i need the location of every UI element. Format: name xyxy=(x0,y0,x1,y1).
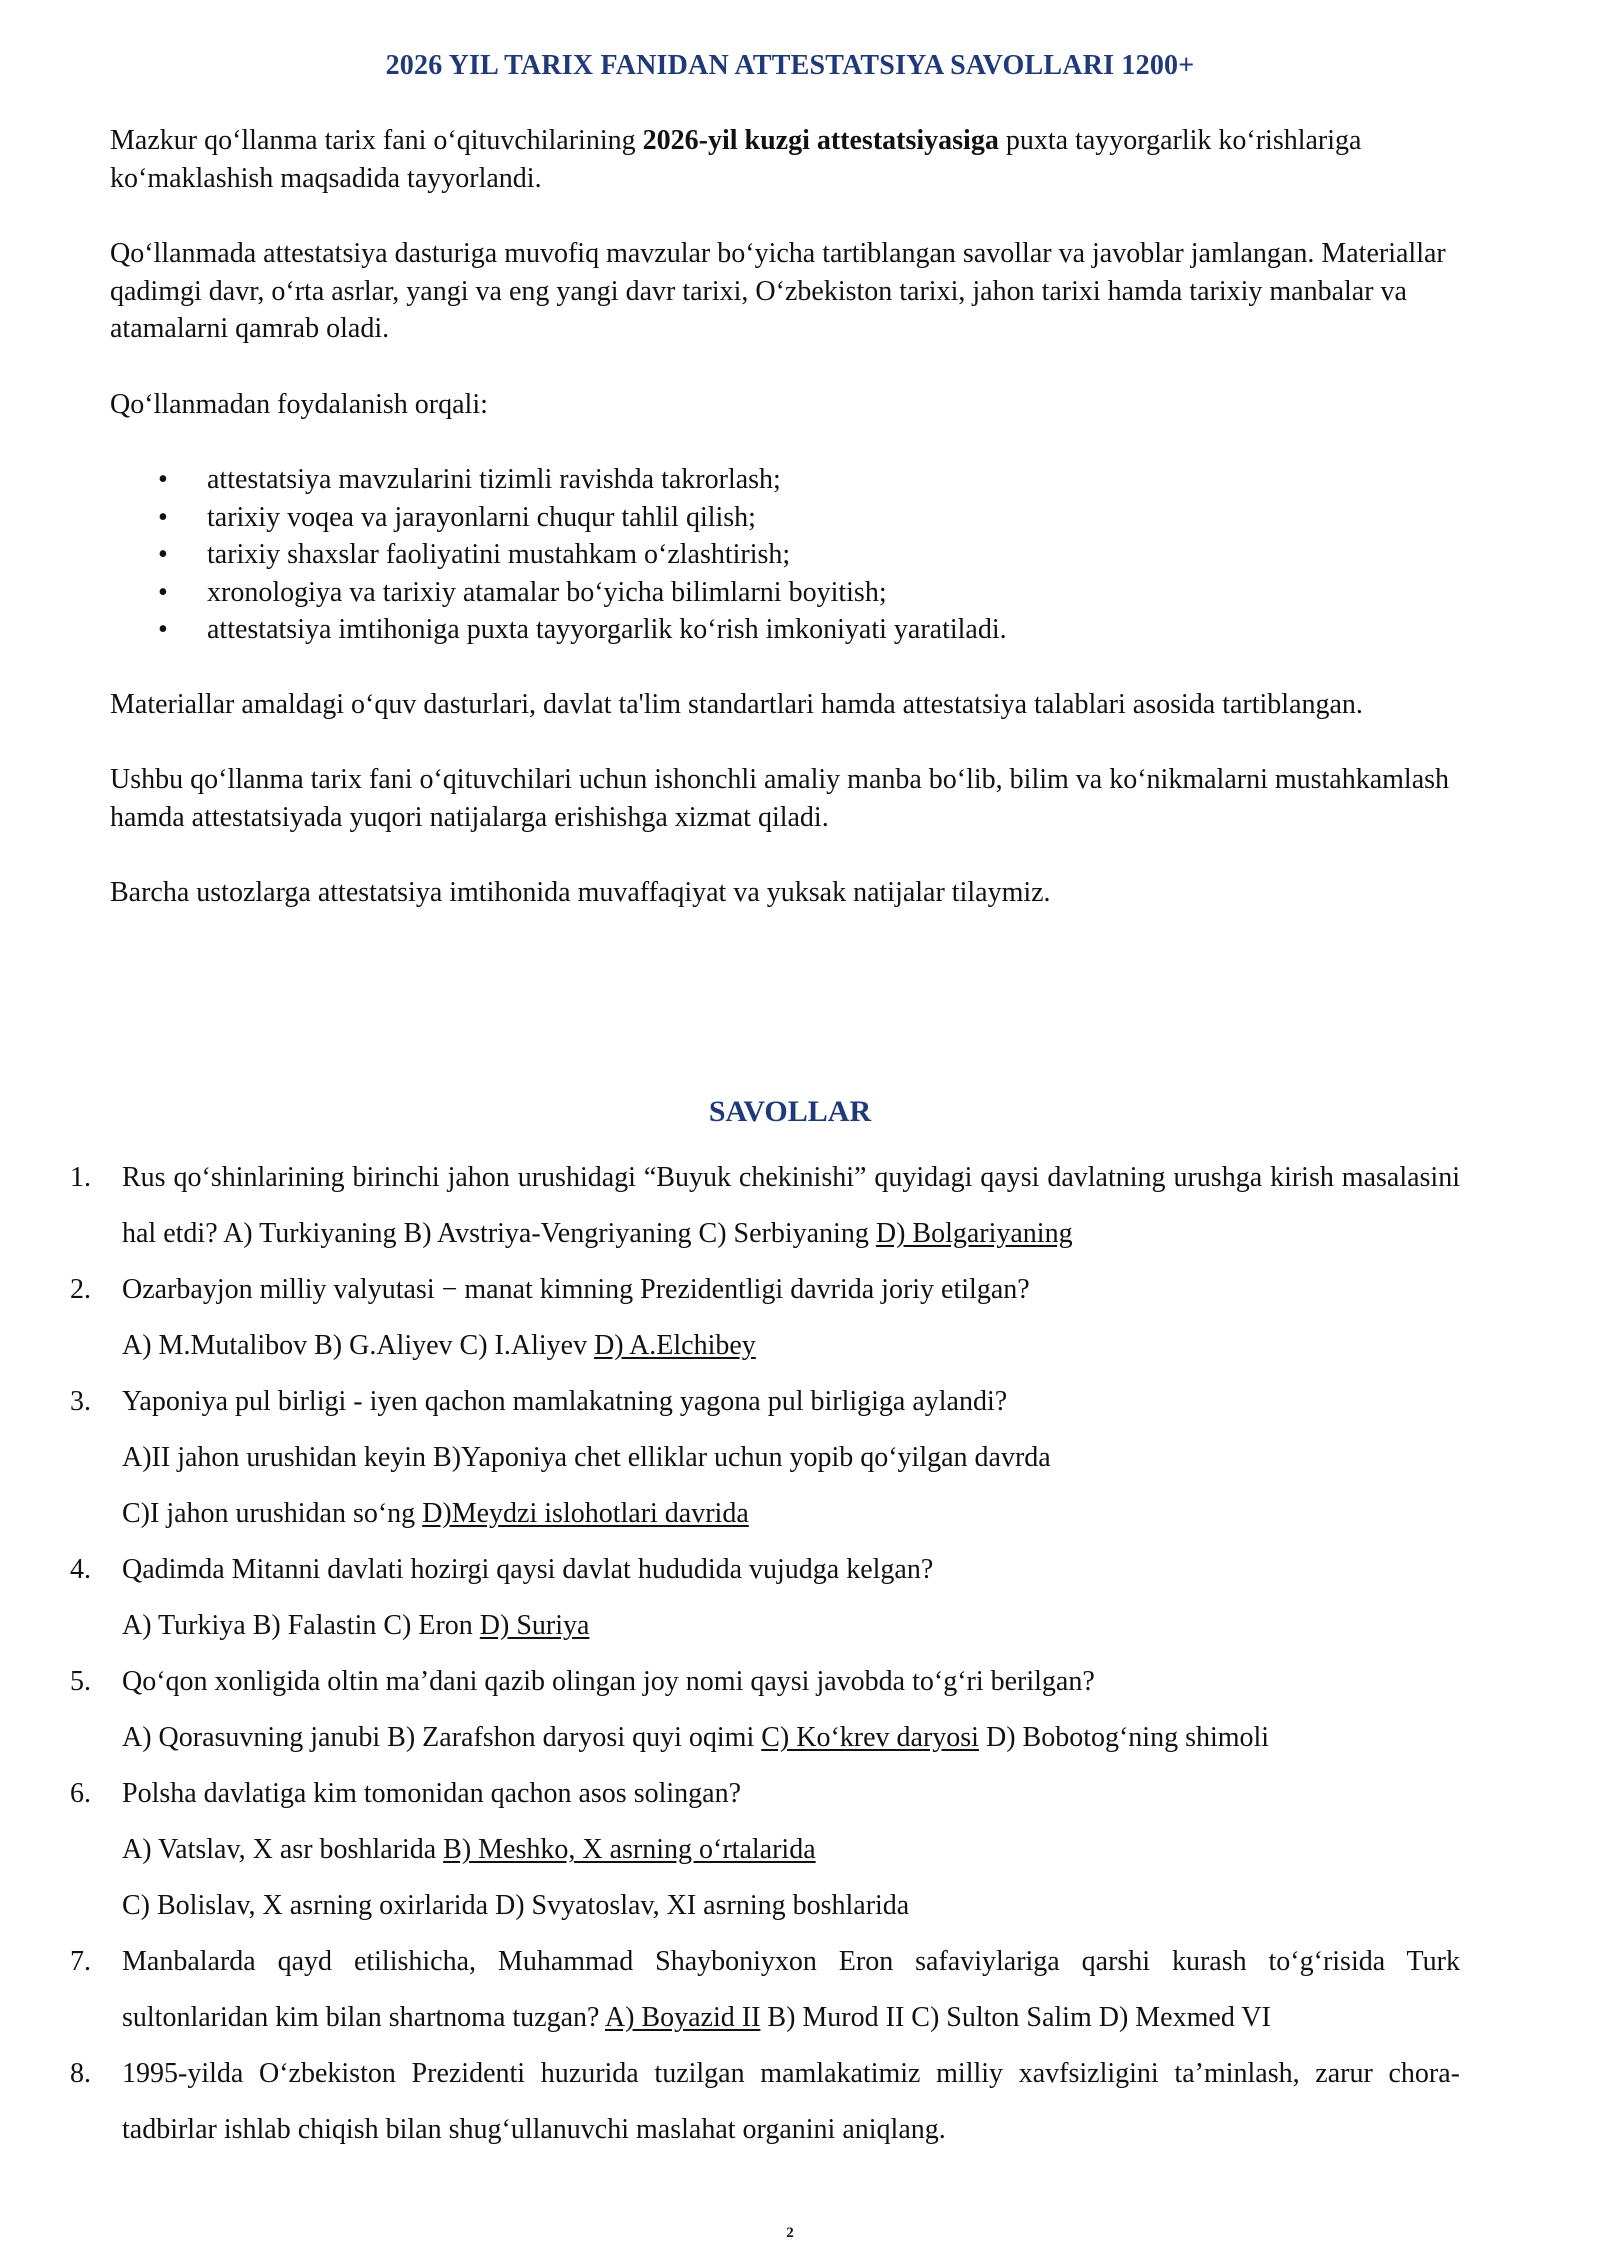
question-number: 1. xyxy=(70,1162,91,1193)
question-text: 1995-yilda O‘zbekiston Prezidenti huzurida tuzilgan mamlakatimiz milliy xavfsizligini ta’minlash, zarur chora-tadbirlar ishlab chiqish bilan shug‘ullanuvchi maslahat organini aniqlang. xyxy=(122,2058,1460,2145)
correct-answer: D)Meydzi islohotlari davrida xyxy=(422,1498,749,1529)
questions-list xyxy=(70,1150,1460,2158)
intro-p1-text: Mazkur qo‘llanma tarix fani o‘qituvchilarining xyxy=(110,125,643,156)
section-title: SAVOLLAR xyxy=(708,1095,872,1128)
question-text: Polsha davlatiga kim tomonidan qachon asos solingan? xyxy=(122,1778,742,1809)
correct-answer: A) Boyazid II xyxy=(604,2002,761,2033)
question-item xyxy=(70,2046,1460,2158)
answer-options-line-1: A)II jahon urushidan keyin B)Yaponiya chet elliklar uchun yopib qo‘yilgan davrda xyxy=(122,1442,1051,1473)
answer-options-line-1 xyxy=(122,1822,1460,1878)
question-item xyxy=(70,1262,1460,1374)
correct-answer: D) Suriya xyxy=(479,1610,590,1641)
question-number: 6. xyxy=(70,1778,91,1809)
options-text: A) M.Mutalibov B) G.Aliyev C) I.Aliyev xyxy=(122,1330,595,1361)
intro-section xyxy=(110,122,1480,950)
question-item xyxy=(70,1766,1460,1934)
correct-answer: C) Ko‘krev daryosi xyxy=(761,1722,979,1753)
intro-paragraph-5: Ushbu qo‘llanma tarix fani o‘qituvchilari uchun ishonchli amaliy manba bo‘lib, bilim va ko‘nikmalarni mustahkamlash hamda attestatsiyada yuqori natijalarga erishishga xizmat qiladi. xyxy=(110,764,1450,833)
question-number: 3. xyxy=(70,1386,91,1417)
list-item-text: attestatsiya mavzularini tizimli ravishda takrorlash; xyxy=(207,464,781,495)
answer-options-line-2 xyxy=(122,1486,1460,1542)
intro-paragraph-6: Barcha ustozlarga attestatsiya imtihonida muvaffaqiyat va yuksak natijalar tilaymiz. xyxy=(110,877,1051,908)
list-item-text: attestatsiya imtihoniga puxta tayyorgarlik ko‘rish imkoniyati yaratiladi. xyxy=(207,614,1007,645)
answer-options xyxy=(122,1598,1460,1654)
list-item xyxy=(110,574,1480,612)
options-text: A) Vatslav, X asr boshlarida xyxy=(122,1834,444,1865)
correct-answer: D) Bolgariyaning xyxy=(875,1218,1073,1249)
question-item xyxy=(70,1150,1460,1262)
question-number: 4. xyxy=(70,1554,91,1585)
intro-p1-bold: 2026-yil kuzgi attestatsiyasiga xyxy=(642,125,999,156)
list-item-text: tarixiy shaxslar faoliyatini mustahkam o‘zlashtirish; xyxy=(207,539,791,570)
correct-answer: D) A.Elchibey xyxy=(594,1330,756,1361)
question-text: Qadimda Mitanni davlati hozirgi qaysi davlat hududida vujudga kelgan? xyxy=(122,1554,934,1585)
question-number: 2. xyxy=(70,1274,91,1305)
bullet-icon: • xyxy=(158,539,168,570)
intro-paragraph-1 xyxy=(110,122,1480,197)
list-item-text: xronologiya va tarixiy atamalar bo‘yicha bilimlarni boyitish; xyxy=(207,576,887,608)
question-number: 5. xyxy=(70,1666,91,1697)
question-item xyxy=(70,1654,1460,1766)
options-text: C)I jahon urushidan so‘ng xyxy=(122,1498,423,1529)
list-item-text: tarixiy voqea va jarayonlarni chuqur tahlil qilish; xyxy=(207,501,756,533)
intro-paragraph-4: Materiallar amaldagi o‘quv dasturlari, davlat ta'lim standartlari hamda attestatsiya talablari asosida tartiblangan. xyxy=(110,688,1363,720)
question-item xyxy=(70,1934,1460,2046)
question-text: Yaponiya pul birligi - iyen qachon mamlakatning yagona pul birligiga aylandi? xyxy=(122,1386,1008,1417)
answer-options xyxy=(122,1318,1460,1374)
list-item xyxy=(110,611,1480,649)
intro-paragraph-3: Qo‘llanmadan foydalanish orqali: xyxy=(110,388,488,420)
answer-options-line-2: C) Bolislav, X asrning oxirlarida D) Svyatoslav, XI asrning boshlarida xyxy=(122,1890,910,1921)
question-number: 8. xyxy=(70,2058,91,2089)
question-text: Manbalarda qayd etilishicha, Muhammad Shayboniyxon Eron safaviylariga qarshi kurash to‘g‘risida Turk sultonlaridan kim bilan shartnoma tuzgan? xyxy=(122,1946,1460,2033)
options-text: A) Qorasuvning janubi B) Zarafshon daryosi quyi oqimi xyxy=(122,1722,762,1753)
question-text: Qo‘qon xonligida oltin ma’dani qazib olingan joy nomi qaysi javobda to‘g‘ri berilgan? xyxy=(122,1666,1095,1697)
answer-options xyxy=(122,1710,1460,1766)
bullet-icon: • xyxy=(158,501,168,533)
intro-p1-text-end: puxta tayyorgarlik ko‘rishlariga ko‘maklashish maqsadida tayyorlandi. xyxy=(110,125,1362,194)
intro-paragraph-2: Qo‘llanmada attestatsiya dasturiga muvofiq mavzular bo‘yicha tartiblangan savollar va javoblar jamlangan. Materiallar qadimgi davr, o‘rta asrlar, yangi va eng yangi davr tarixi, O‘zbekiston tarixi, jahon tarixi hamda tarixiy manbalar va atamalarni qamrab oladi. xyxy=(110,238,1446,344)
benefits-list xyxy=(110,461,1480,649)
question-text: Rus qo‘shinlarining birinchi jahon urushidagi “Buyuk chekinishi” quyidagi qaysi davlatning urushga kirish masalasini hal etdi? A) Turkiyaning B) Avstriya-Vengriyaning C) Serbiyaning xyxy=(122,1162,1460,1249)
bullet-icon: • xyxy=(158,614,168,645)
document-title: 2026 YIL TARIX FANIDAN ATTESTATSIYA SAVOLLARI 1200+ xyxy=(385,50,1195,81)
list-item xyxy=(110,536,1480,574)
options-text: A) Turkiya B) Falastin C) Eron xyxy=(122,1610,480,1641)
bullet-icon: • xyxy=(158,576,168,608)
question-text: Ozarbayjon milliy valyutasi − manat kimning Prezidentligi davrida joriy etilgan? xyxy=(122,1274,1030,1305)
list-item xyxy=(110,499,1480,537)
question-item xyxy=(70,1374,1460,1542)
bullet-icon: • xyxy=(158,464,168,495)
list-item xyxy=(110,461,1480,499)
question-item xyxy=(70,1542,1460,1654)
question-number: 7. xyxy=(70,1946,91,1977)
options-text-end: B) Murod II C) Sulton Salim D) Mexmed VI xyxy=(760,2002,1271,2033)
page-number: 2 xyxy=(786,2225,794,2241)
correct-answer: B) Meshko, X asrning o‘rtalarida xyxy=(443,1834,816,1865)
options-text-end: D) Bobotog‘ning shimoli xyxy=(978,1722,1270,1753)
